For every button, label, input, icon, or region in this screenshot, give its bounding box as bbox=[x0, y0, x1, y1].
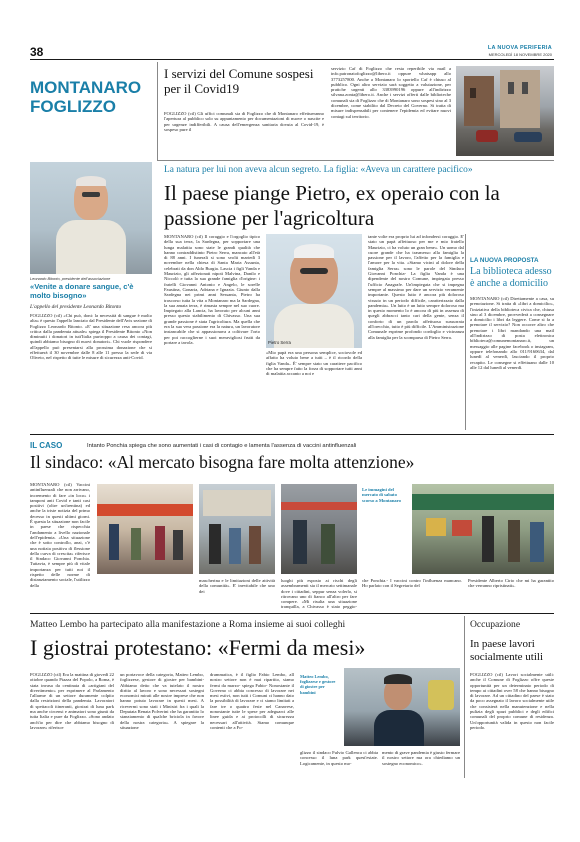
header-rule bbox=[30, 59, 554, 60]
market-photo-4 bbox=[412, 484, 554, 574]
giostrai-col-3: drammatica, è il figlio Fabio Lembo, all nostro settore non è mai ripartito, siamo fermi da marzo- spiega Fabio- Nonostante il Governo ci abbia concesso di lavorare nei mesi estivi, non tutti i Comuni ci hanno dato la possibilità di lavorare e ci siamo limitati a fare tre o quattro feste nel Canavese, nonostante tutte le spese per adeguarci alle linee guida e ai protocolli di sicurezza necessari all'attività. Siamo comunque contenti che a Fo- bbox=[210, 672, 294, 730]
occupazione-body: FOGLIZZO (ctl) Lavori socialmente utili: anche il Comune di Foglizzo offre queste opportunità per un determinato periodo di tempo ai cittadini over 58 che hanno bisogno di lavorare. Ad un cittadino del paese è stato da poco assegnato il lavoro socialmente utile che consisterà nella manutenzione e nella pulizia degli spazi pubblici e degli edifici comunali del proprio comune di residenza. Un'opportunità valida in questo non facile periodo. bbox=[470, 672, 554, 730]
sidebar-body: FOGLIZZO (ctl) «Chi può, doni: la necessità di sangue è molto alta» è questo l'appello lanciato dal Presidente dell'Avis sezione di Foglizzo Leonardo Bitonto. «E' una situazione resa ancora più critica dalla pandemia attuale» spiega il Presidente Bitonto «Non diminuiti i donatori in tutt'Italia purtroppo a causa dei contagi, quindi abbiamo bisogno di nuovi donatori». Chi vuole rispondere all'appello può presentarsi alla prossima donazione che si effettuerà il 30 novembre dalle 8 alle 11 presso la sede di via Oliveto, nel rispetto di tutte le misure di sicurezza anti-Covid. bbox=[30, 313, 152, 361]
date-line: MERCOLEDÌ 18 NOVEMBRE 2020 bbox=[488, 52, 552, 57]
servizi-headline: I servizi del Comune sospesi per il Covid19 bbox=[164, 66, 314, 96]
main-col-3: tante volte era proprio lui ad infondersi coraggio. E' stato un papà affettuoso per me e mio fratello Maurizio, ci ha voluto un gran bene». Un uomo dal cuore grande che ha trasmesso alla famiglia la passione per il lavoro, l'affetto per la famiglia e l'amore per la vita. «Siamo vicini al dolore della famiglia Serra» sono le parole del Sindaco Giovanni Ponchia- La figlia Vanda è una dipendente del nostro Comune, impiegata presso l'ufficio Anagrafe. Un'impiegata che si impegna sempre al massimo per dare un servizio veramente importante. Questo lutto è ancora più doloroso vissuto in un periodo difficile, caratterizzato dalla pandemia». Un lutto è un lutto sempre doloroso ma in questo momento lo è ancora di più in assenza di quegli abbracci tanto cari della gente, senza il conforto di un parola affettuosa sussurrata all'orecchio, tutto è più difficile. L'Amministrazione Comunale esprime profondo cordoglio e vicinanza alla famiglia per la scomparsa di Pietro Serra. bbox=[368, 234, 464, 340]
caso-kicker: Intanto Ponchia spiega che sono aumentati i casi di contagio e lamenta l'assenza di vaccini antinfluenzali bbox=[87, 443, 357, 449]
section-rule-2 bbox=[30, 613, 554, 614]
divider bbox=[465, 234, 466, 430]
bitonto-photo-caption: Leonardo Bitonto, presidente dell'associazione bbox=[30, 276, 111, 281]
town-street-photo bbox=[456, 66, 554, 156]
caso-tag: IL CASO bbox=[30, 441, 63, 450]
caso-headline: Il sindaco: «Al mercato bisogna fare molta attenzione» bbox=[30, 452, 415, 472]
market-photo-caption: Le immagini del mercato di sabato scorso a Montanaro bbox=[362, 487, 401, 503]
sidebar-subhead: L'appello del presidente Leonardo Bitonto bbox=[30, 304, 122, 310]
rule-below-top bbox=[157, 160, 554, 161]
section-line-1: MONTANARO bbox=[30, 78, 142, 97]
biblioteca-headline: La biblioteca adesso è anche a domicilio bbox=[470, 266, 552, 289]
caso-col-4: luoghi più esposto ai rischi degli assembramenti sia il mercato settimanale dove i cittadini, seppur senza volerlo, si ritrovano uno di fianco all'altro per fare compere. «Mi risulta una situazione tranquilla, a Chivasso è stato peggio- bbox=[281, 578, 357, 610]
giostrai-kicker: Matteo Lembo ha partecipato alla manifestazione a Roma insieme ai suoi colleghi bbox=[30, 619, 346, 630]
market-photo-2 bbox=[199, 484, 275, 574]
biblioteca-kicker: LA NUOVA PROPOSTA bbox=[470, 257, 539, 264]
market-photo-1 bbox=[97, 484, 193, 574]
lembo-photo-caption: Matteo Lembo, foglizzese e gestore di giostre per bambini bbox=[300, 674, 336, 695]
market-photo-3 bbox=[281, 484, 357, 574]
occupazione-headline: In paese lavori socialmente utili bbox=[470, 638, 544, 663]
lembo-photo bbox=[344, 668, 460, 746]
sidebar-quote: «Venite a donare sangue, c'è molto bisogno» bbox=[30, 282, 134, 300]
servizi-col-1: FOGLIZZO (ctl) Gli uffici comunali sia di Foglizzo che di Montanaro effettueranno l'apertura al pubblico solo su appuntamento per documentazioni di nuove o nascite e per urgenze indifferibili. A causa dell'emergenza sanitaria dovuta al Covid-19, è sospeso pure il bbox=[164, 111, 324, 132]
main-col-1: MONTANARO (ctl) Il coraggio e l'orgoglio tipico della sua terra, la Sardegna, per sopportare una lunga malattia sono state le grandi qualità che hanno contraddistinto Pietro Serra, mancato all'età di 88 anni. I funerali si sono svolti martedì 3 novembre nella chiesa di Santa Maria Assunta, celebrati da don Aldo Burgia. Lascia i figli Vanda e Maurizio, gli affezionati nipoti Malvina, Danilo e Niccolò e tutta la sua grande famiglia d'origine: i fratelli Giovanni Antonio e Angelo, le sorelle Faustina, Gonaria, Adriana e Ignazia. Giunto dalla Sardegna nei primi anni Sessanta, Pietro ha trascorso tutta la vita a Montanaro ma la Sardegna, la sua amata terra, è rimasta sempre nel suo cuore. Impiegato alla Lancia, ha lavorato per alcuni anni presso questo stabilimento di Chivasso. Una sua grande passione è stata l'agricoltura. Ma quella che era la sua vera passione era la natura, un lavoratore instancabile che si appassionava a coltivare l'orto per poi raccoglierne i suoi meravigliosi frutti da portare a tavola. bbox=[164, 234, 260, 345]
caso-col-3: mascherina e le limitazioni delle attività della comunità». E' inevitabile che uno dei bbox=[199, 578, 275, 594]
main-kicker: La natura per lui non aveva alcun segreto. La figlia: «Aveva un carattere pacifico» bbox=[164, 165, 473, 175]
pietro-photo-caption: Pietro Serra bbox=[268, 340, 291, 345]
giostrai-headline: I giostrai protestano: «Fermi da mesi» bbox=[30, 635, 366, 660]
pietro-serra-photo bbox=[266, 234, 362, 348]
giostrai-col-2: un portavoce della categoria, Matteo Lembo, foglizzese, gestore di giostre per bambini- Abbiamo detto che va tutelato il nostro diritto al lavoro e sono necessari sostegni economici mirati alle nostre imprese che non hanno potuto lavorare in questi mesi. A ricevermi sono stati i Ministri fra i quali la Deputata Renata Polverini che ha garantito lo stanziamento di qualche briciola in favore della nostra categoria». A spiegare la situazione bbox=[120, 672, 204, 730]
giostrai-col-4: glizzo il sindaco Fulvio Gallenca ci abbia concesso il luna park quest'estate. Logicamente, in questo mo- bbox=[300, 750, 378, 766]
divider bbox=[157, 62, 158, 160]
giostrai-col-5: mento di grave pandemia è giusto fermare il nostro settore ma ora chiediamo un sostegno economico». bbox=[382, 750, 460, 766]
brand-name: LA NUOVA PERIFERIA bbox=[487, 45, 552, 51]
giostrai-col-1: FOGLIZZO (ctl) Era la mattina di giovedì 22 ottobre quando Piazza del Popolo, a Roma, è stata invasa da centinaia di «artigiani del divertimento» per esprimere al Parlamento l'allarme di un settore duramente colpito dalla restrizioni della pandemia. Lavoratori di spettacoli itineranti, giostrai di luna park ma anche circensi e animatori sono giunti da tutta Italia e pure da Foglizzo. «Sono andato anch'io per dire che abbiamo bisogno di lavorare» riferisce bbox=[30, 672, 114, 730]
bitonto-portrait-photo bbox=[30, 162, 152, 274]
section-label bbox=[30, 78, 141, 116]
caso-col-2 bbox=[97, 578, 193, 610]
caso-col-6: Presidente Alberto Cirio che mi ha garantito che verranno ripristinati». bbox=[468, 578, 554, 589]
biblioteca-body: MONTANARO (ctl) Direttamente a casa, su prenotazione. Si tratta di «libri a domicilio», l'iniziativa della biblioteca civica che, chiusa sino al 3 dicembre, provvederà a consegnare a domicilio i libri da leggere. Come si fa a prenotare il servizio? Non occorre altro che prenotare i libri mandando una mail all'indirizzo di posta elettronica biblioteca@comunemontanaro.it, un messaggio alle pagine facebook o instagram, oppure telefonando allo 011/9160634, dal lunedì al venerdì, lasciando il proprio recapito. Le consegne si effettuano dalle 10 alle 12 dal lunedì al venerdì. bbox=[470, 296, 554, 370]
caso-col-5: che Ponchia.- I vaccini contro l'influenza mancano. Ho parlato con il Segretario del bbox=[362, 578, 462, 589]
occupazione-kicker: Occupazione bbox=[470, 619, 521, 630]
main-col-2: «Mio papà era una persona semplice, sociovole ed affatto ha voluto bene a tutti – è il ricordo della figlia Vanda– È' sempre stato un carattere pacifico che ha sempre fatto la forza di sopportare tutti anni di malattia accanto a noi e bbox=[266, 350, 362, 377]
main-headline: Il paese piange Pietro, ex operaio con la passione per l'agricoltura bbox=[164, 181, 500, 230]
servizi-col-2: servizio Caf di Foglizzo che resta reperibile via mail a info.patronatofoglizzo@libero.it oppure whatsapp allo 3773257800. Anche a Montanaro lo sportello Caf è chiuso al pubblico. Ogni altro servizio sarà soggetto a valutazione, per pratiche urgenti allo 3383990196 oppure all'indirizzo silvana.zonta@libero.it. Anche i servizi offerti dalle biblioteche comunali sia di Foglizzo che di Montanaro sono sospesi sino al 3 dicembre, come stabilito dal Decreto del Governo. Si tratta di misure indispensabili per contenere l'epidemia ed evitare nuovi contagi sul territorio. bbox=[331, 66, 451, 119]
caso-col-1: MONTANARO (ctl) Vaccini antinfluenzali che non arrivano, incremento di fare «in loco» i tamponi anti Covid e tanti casi positivi (oltre un'trentina) ed anche la triste notizia del primo decesso in questi ultimi giorni. È questa la situazione non facile in paese che rispecchia l'andamento a livello nazionale dell'epidemia. «Una situazione che è sotto controllo, anzi, c'è una notizia positiva di flessione della curva di crescita» riferisce il Sindaco Giovanni Ponchia. Tuttavia, è sempre più di vitale importanza per tutti noi il rispetto delle norme di distanziamento sociale, l'utilizzo della bbox=[30, 482, 90, 588]
section-line-2: FOGLIZZO bbox=[30, 97, 116, 116]
page-number: 38 bbox=[30, 45, 44, 59]
divider bbox=[464, 616, 465, 778]
section-rule-1 bbox=[30, 434, 554, 435]
